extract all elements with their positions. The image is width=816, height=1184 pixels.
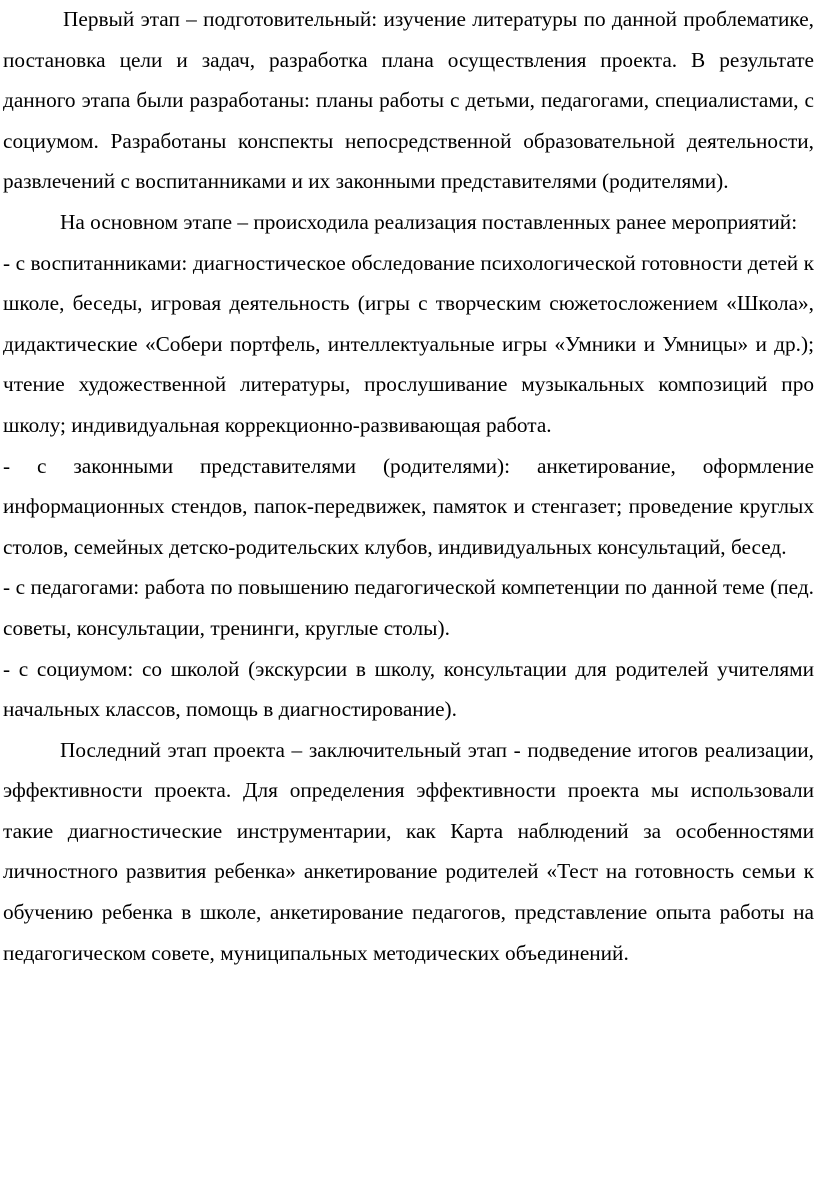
- paragraph-preparatory-stage: Первый этап – подготовительный: изучение литературы по данной проблематике, постановка цели и задач, разработка плана осуществления проекта. В результате данного этапа были разработаны: планы работы с детьми, педагогами, специалистами, с социумом. Разработаны конспекты непосредственной образовательной деятельности, развлечений с воспитанниками и их законными представителями (родителями).: [3, 7, 814, 194]
- document-page: [3, 0, 814, 973]
- paragraph-with-community: - с социумом: со школой (экскурсии в школу, консультации для родителей учителями начальных классов, помощь в диагностирование).: [3, 656, 814, 722]
- paragraph-with-teachers: - с педагогами: работа по повышению педагогической компетенции по данной теме (пед. советы, консультации, тренинги, круглые столы).: [3, 575, 814, 640]
- paragraph-with-pupils: - с воспитанниками: диагностическое обследование психологической готовности детей к школе, беседы, игровая деятельность (игры с творческим сюжетосложением «Школа», дидактические «Собери портфель, интеллектуальные игры «Умники и Умницы» и др.); чтение художественной литературы, прослушивание музыкальных композиций про школу; индивидуальная коррекционно-развивающая работа.: [3, 250, 814, 437]
- paragraph-with-parents: - с законными представителями (родителями): анкетирование, оформление информационных стендов, папок-передвижек, памяток и стенгазет; проведение круглых столов, семейных детско-родительских клубов, индивидуальных консультаций, бесед.: [3, 453, 814, 559]
- paragraph-final-stage: Последний этап проекта – заключительный этап - подведение итогов реализации, эффективности проекта. Для определения эффективности проекта мы использовали такие диагностические инструментарии, как Карта наблюдений за особенностями личностного развития ребенка» анкетирование родителей «Тест на готовность семьи к обучению ребенка в школе, анкетирование педагогов, представление опыта работы на педагогическом совете, муниципальных методических объединений.: [3, 737, 814, 965]
- paragraph-main-stage: На основном этапе – происходила реализация поставленных ранее мероприятий:: [60, 209, 798, 234]
